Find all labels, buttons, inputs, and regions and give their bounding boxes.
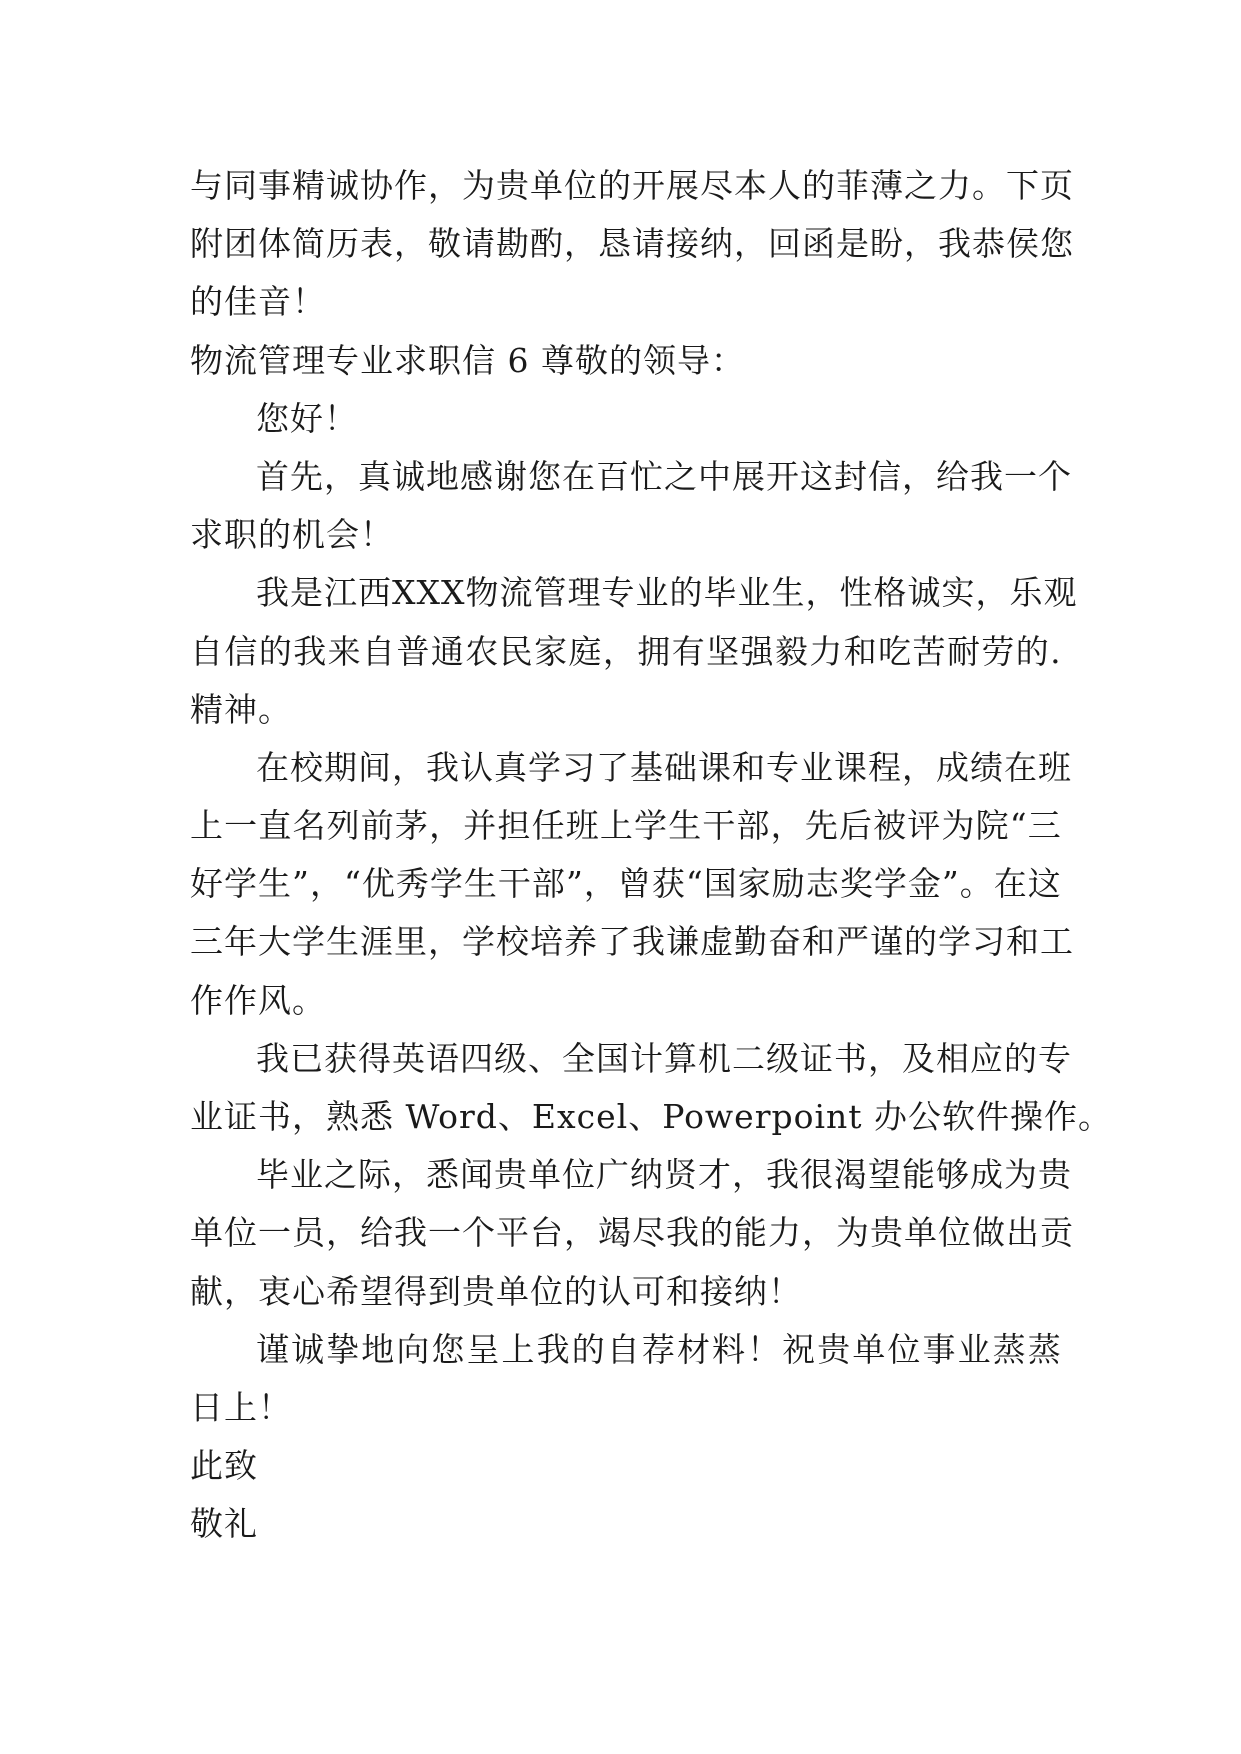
text-line: 精神。 [190, 689, 292, 729]
text-line: 您好！ [256, 398, 358, 438]
text-line: 我 已 获 得 英 语 四 级 、 全 国 计 算 机 二 级 证 书 ， 及 相 应 的 专 [256, 1038, 1072, 1078]
text-line: 献，衷心希望得到贵单位的认可和接纳！ [190, 1271, 802, 1311]
letter-body [190, 157, 1113, 1554]
text-line: 好 学 生 ” ， “ 优 秀 学 生 干 部 ” ， 曾 获 “ 国 家 励 志 奖 学 金 ” 。 在 这 [190, 864, 1062, 904]
text-line: 上 一 直 名 列 前 茅 ， 并 担 任 班 上 学 生 干 部 ， 先 后 被 评 为 院 “ 三 [190, 806, 1062, 846]
text-line: 日上！ [190, 1387, 292, 1427]
text-line: 首 先 ， 真 诚 地 感 谢 您 在 百 忙 之 中 展 开 这 封 信 ， 给 我 一 个 [256, 456, 1072, 496]
text-line: 谨 诚 挚 地 向 您 呈 上 我 的 自 荐 材 料 ！ 祝 贵 单 位 事 业 蒸 蒸 [256, 1329, 1062, 1369]
text-line: 业证书，熟悉 Word、Excel、Powerpoint 办公软件操作。 [190, 1097, 1113, 1136]
text-line: 附 团 体 简 历 表 ， 敬 请 勘 酌 ， 恳 请 接 纳 ， 回 函 是 盼 ， 我 恭 侯 您 [190, 224, 1074, 264]
text-line: 我 是 江 西 XXX 物 流 管 理 专 业 的 毕 业 生 ， 性 格 诚 实 ， 乐 观 [256, 573, 1078, 613]
text-line: 与 同 事 精 诚 协 作 ， 为 贵 单 位 的 开 展 尽 本 人 的 菲 薄 之 力 。 下 页 [190, 166, 1074, 205]
text-line: 的佳音！ [190, 282, 326, 322]
text-line: 求职的机会！ [190, 515, 394, 555]
text-line: 此致 [190, 1446, 258, 1486]
text-line: 三 年 大 学 生 涯 里 ， 学 校 培 养 了 我 谦 虚 勤 奋 和 严 谨 的 学 习 和 工 [190, 922, 1074, 962]
text-line: 敬礼 [190, 1504, 258, 1544]
text-line: 自 信 的 我 来 自 普 通 农 民 家 庭 ， 拥 有 坚 强 毅 力 和 吃 苦 耐 劳 的 . [190, 631, 1062, 671]
text-line: 毕 业 之 际 ， 悉 闻 贵 单 位 广 纳 贤 才 ， 我 很 渴 望 能 够 成 为 贵 [256, 1155, 1072, 1195]
text-line: 在 校 期 间 ， 我 认 真 学 习 了 基 础 课 和 专 业 课 程 ， 成 绩 在 班 [256, 747, 1072, 787]
text-line: 单 位 一 员 ， 给 我 一 个 平 台 ， 竭 尽 我 的 能 力 ， 为 贵 单 位 做 出 贡 [190, 1213, 1074, 1253]
text-line: 物流管理专业求职信 6 尊敬的领导： [190, 340, 745, 380]
text-line: 作作风。 [190, 980, 326, 1020]
